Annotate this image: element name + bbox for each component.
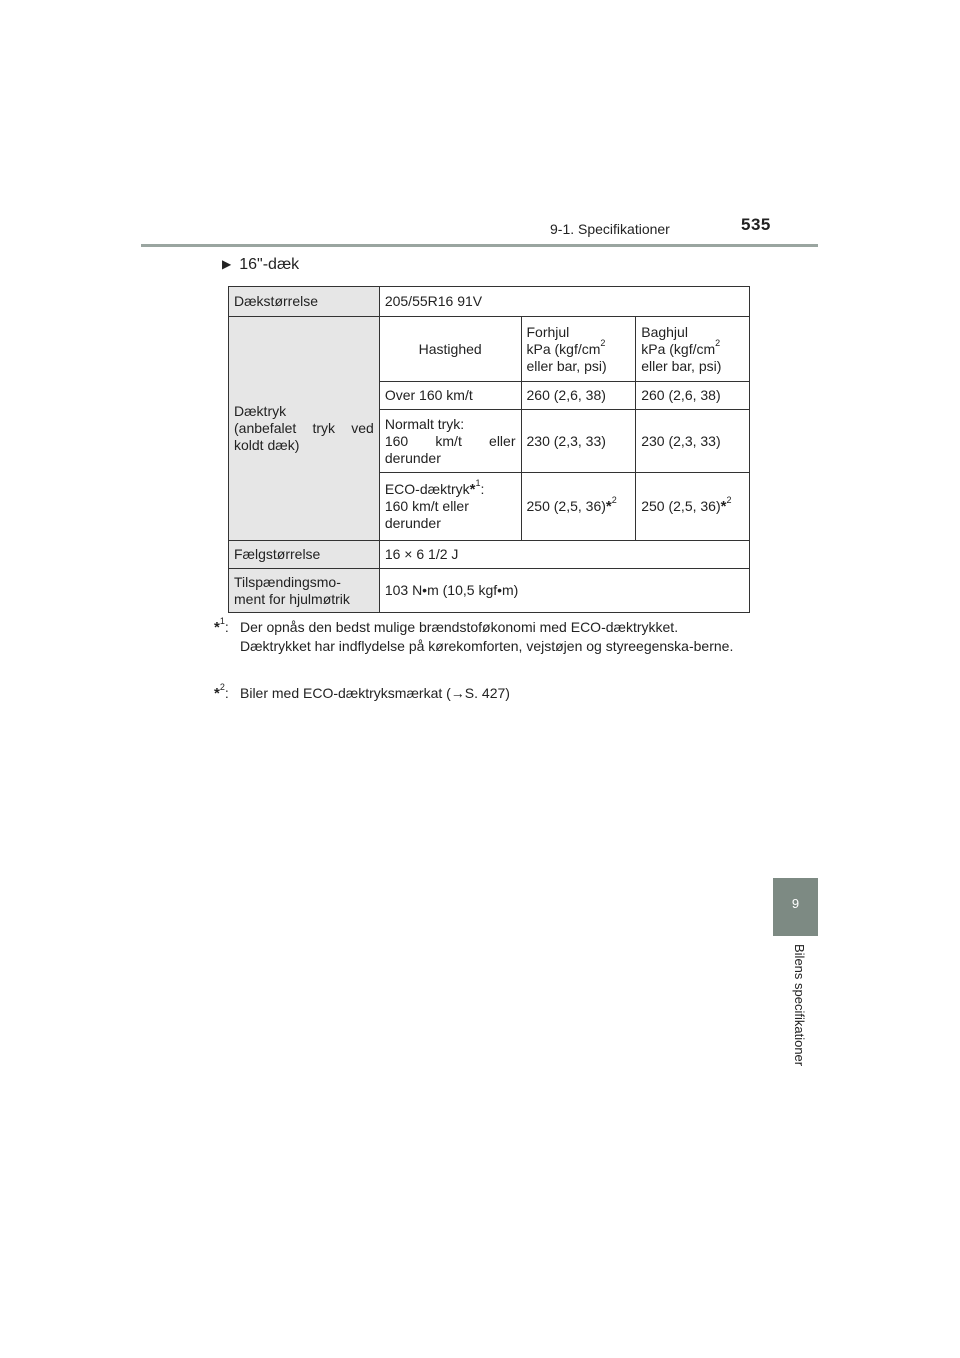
table-row — [229, 569, 750, 613]
footnote-1-first: Der opnås den bedst mulige brændstoføkonomi med ECO-dæktrykket. — [240, 619, 679, 635]
footnote-1-rest: Dæktrykket har indflydelse på kørekomforten, vejstøjen og styreegenska-berne. — [240, 638, 734, 654]
footnote-star: * — [214, 685, 220, 702]
header-rule — [141, 244, 818, 247]
row1-front: 260 (2,6, 38) — [521, 382, 636, 410]
pressure-label-line1: Dæktryk — [234, 403, 287, 419]
chapter-tab — [773, 878, 818, 936]
rim-size-label: Fælgstørrelse — [229, 541, 380, 569]
pressure-label-line2: (anbefalet tryk ved koldt dæk) — [234, 420, 374, 453]
row3-front: 250 (2,5, 36)*$^2$ — [521, 473, 636, 541]
rim-size-value: 16 × 6 1/2 J — [379, 541, 749, 569]
footnote-star: * — [214, 619, 220, 636]
pressure-label — [229, 317, 380, 541]
row1-speed: Over 160 km/t — [379, 382, 521, 410]
chapter-label: Bilens specifikationer — [792, 944, 807, 1067]
footnote-ref: 2 — [726, 495, 732, 506]
footnote-ref: 1 — [475, 478, 481, 489]
row3-rear: 250 (2,5, 36)*$^2$ — [636, 473, 750, 541]
tire-size-value: 205/55R16 91V — [379, 287, 749, 317]
col-header-rear: Baghjul kPa ($kgf/cm^2$ eller bar, psi) — [636, 317, 750, 382]
torque-value: 103 N•m (10,5 kgf•m) — [379, 569, 749, 613]
tire-size-label: Dækstørrelse — [229, 287, 380, 317]
footnote-mark: 2 — [219, 682, 225, 693]
subheading — [222, 256, 299, 274]
footnote-2: *$^2$: Biler med ECO-dæktryksmærkat (→S. 427) — [214, 682, 510, 702]
row3-speed: ECO-dæktryk*$^1$: 160 km/t eller derunder — [379, 473, 521, 541]
footnote-star: * — [469, 481, 476, 498]
footnote-star: * — [605, 498, 612, 515]
footnote-mark: 1 — [219, 616, 225, 627]
footnote-star: * — [720, 498, 727, 515]
subheading-text: 16"-dæk — [239, 256, 300, 273]
tire-spec-table — [228, 286, 750, 613]
superscript: 2 — [715, 337, 721, 348]
row2-front: 230 (2,3, 33) — [521, 410, 636, 473]
chapter-number: 9 — [791, 896, 800, 911]
row1-rear: 260 (2,6, 38) — [636, 382, 750, 410]
table-row — [229, 287, 750, 317]
row2-rear: 230 (2,3, 33) — [636, 410, 750, 473]
superscript: 2 — [600, 337, 606, 348]
table-row — [229, 317, 750, 382]
table-row — [229, 541, 750, 569]
page-number: 535 — [741, 215, 771, 234]
triangle-arrow-icon: ▶ — [222, 257, 232, 271]
torque-label: Tilspændingsmo- ment for hjulmøtrik — [229, 569, 380, 613]
footnote-1: *$^1$: Der opnås den bedst mulige brændstoføkonomi med ECO-dæktrykket. Dæktrykket har indflydelse på kørekomforten, vejstøjen og styreegenska-berne. — [214, 618, 752, 656]
footnote-ref: 2 — [611, 495, 617, 506]
footnote-2-text: Biler med ECO-dæktryksmærkat (→S. 427) — [240, 685, 510, 701]
col-header-speed: Hastighed — [379, 317, 521, 382]
col-header-front: Forhjul kPa ($kgf/cm^2$ eller bar, psi) — [521, 317, 636, 382]
section-title: 9-1. Specifikationer — [550, 221, 670, 237]
row2-speed: Normalt tryk: 160 km/t eller derunder — [379, 410, 521, 473]
